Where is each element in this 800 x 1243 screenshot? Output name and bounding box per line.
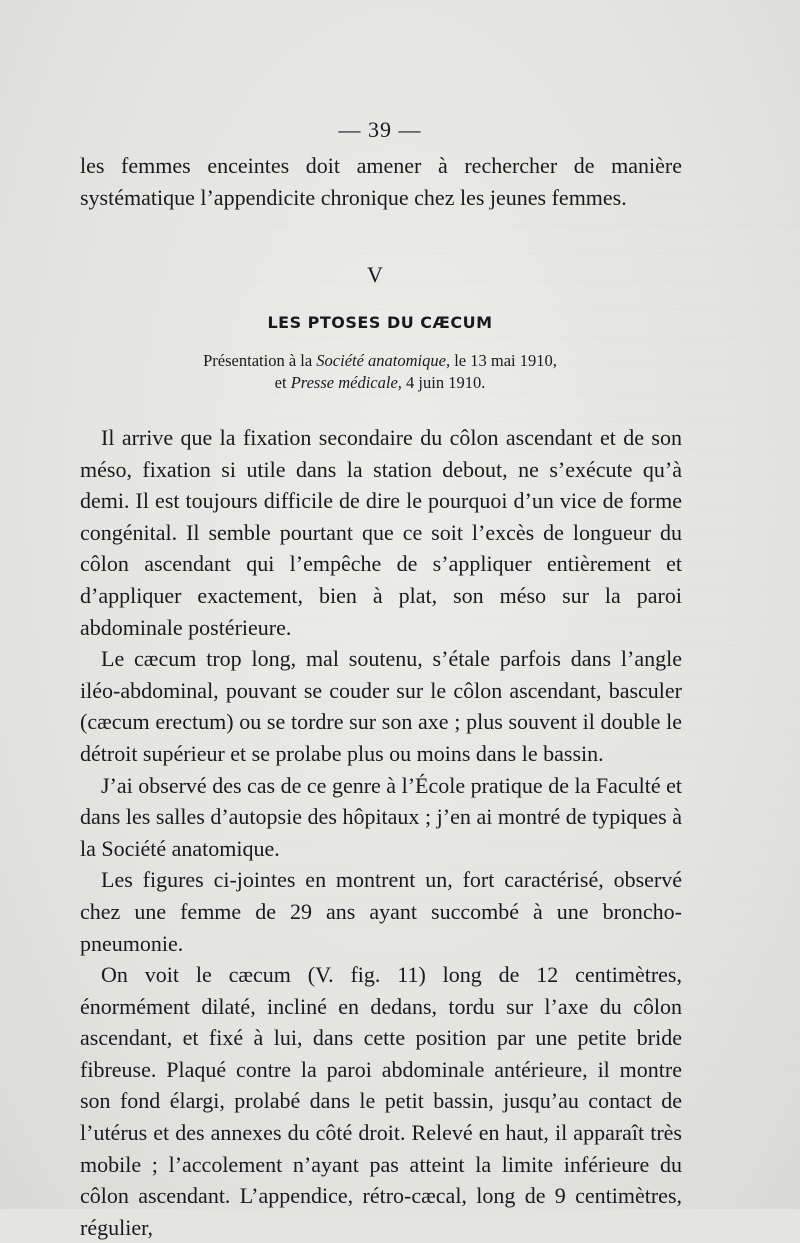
paragraph: Les figures ci-jointes en montrent un, fort caractérisé, observé chez une femme de 29 ans ayant succombé à une broncho-pneumonie.	[80, 867, 682, 956]
presentation-line-2-italic: Presse médicale,	[290, 373, 402, 392]
continued-paragraph	[80, 150, 682, 213]
paragraph: J’ai observé des cas de ce genre à l’École pratique de la Faculté et dans les salles d’autopsie des hôpitaux ; j’en ai montré de typiques à la Société anatomique.	[80, 772, 682, 861]
presentation-note	[0, 350, 760, 394]
presentation-line-2-prefix: et	[274, 373, 291, 392]
presentation-line-1-suffix: le 13 mai 1910,	[450, 351, 557, 370]
section-title: LES PTOSES DU CÆCUM	[267, 313, 493, 332]
main-text	[80, 422, 682, 1243]
presentation-line-1-italic: Société anatomique,	[316, 351, 451, 370]
section-number: V	[367, 262, 383, 287]
presentation-line-1	[0, 350, 760, 372]
presentation-line-2-suffix: 4 juin 1910.	[401, 373, 486, 392]
paragraph: On voit le cæcum (V. fig. 11) long de 12 centimètres, énormément dilaté, incliné en dedans, tordu sur l’axe du côlon ascendant, et fixé à lui, dans cette position par une petite bride fibreuse. Plaqué contre la paroi abdominale antérieure, il montre son fond élargi, prolabé dans le petit bassin, jusqu’au contact de l’utérus et des annexes du côté droit. Relevé en haut, il apparaît très mobile ; l’accolement n’ayant pas atteint la limite inférieure du côlon ascendant. L’appendice, rétro-cæcal, long de 9 centimètres, régulier,	[80, 962, 682, 1240]
page-number: — 39 —	[338, 117, 422, 142]
paragraph-text: les femmes enceintes doit amener à rechercher de manière systématique l’appendicite chronique chez les jeunes femmes.	[80, 153, 682, 210]
paragraph: Il arrive que la fixation secondaire du côlon ascendant et de son méso, fixation si utile dans la station debout, ne s’exécute qu’à demi. Il est toujours difficile de dire le pourquoi d’un vice de forme congénital. Il semble pourtant que ce soit l’excès de longueur du côlon ascendant qui l’empêche de s’appliquer entièrement et d’appliquer exactement, bien à plat, son méso sur la paroi abdominale postérieure.	[80, 425, 682, 640]
presentation-line-2	[0, 372, 760, 394]
presentation-line-1-prefix: Présentation à la	[203, 351, 317, 370]
paragraph: Le cæcum trop long, mal soutenu, s’étale parfois dans l’angle iléo-abdominal, pouvant se couder sur le côlon ascendant, basculer (cæcum erectum) ou se tordre sur son axe ; plus souvent il double le détroit supérieur et se prolabe plus ou moins dans le bassin.	[80, 646, 682, 766]
